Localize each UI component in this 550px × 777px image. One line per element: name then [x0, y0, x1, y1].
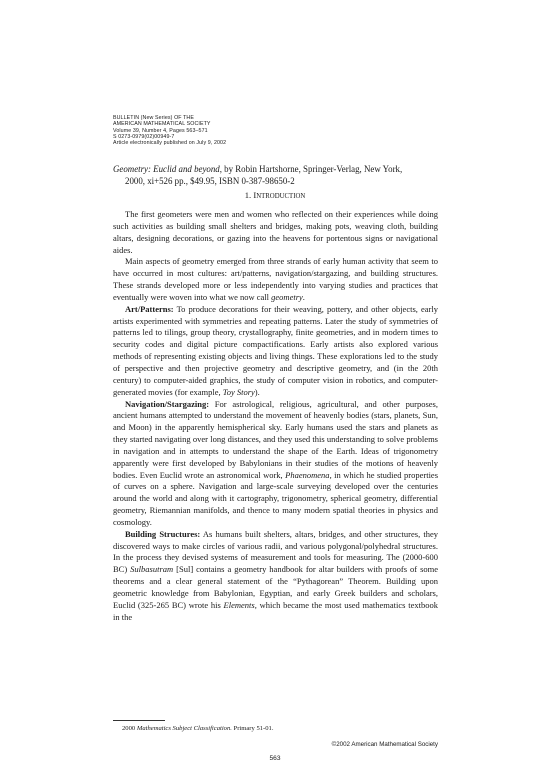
paragraph-intro: The first geometers were men and women who reflected on their experiences while doing such activities as building small shelters and bridges, making pots, weaving cloth, building altars, designing decorations, or gazing into the heavens for portentous signs or navigational aides.: [113, 209, 438, 255]
journal-name: BULLETIN (New Series) OF THE: [113, 115, 194, 121]
volume-info: Volume 39, Number 4, Pages 563–571: [113, 127, 208, 134]
citation-details: , by Robin Hartshorne, Springer-Verlag, New York,: [219, 164, 403, 174]
footnote-rule: [113, 720, 165, 721]
society-name: AMERICAN MATHEMATICAL SOCIETY: [113, 121, 211, 128]
emphasis-sulbasutram: Sulbasutram: [130, 564, 174, 575]
paragraph-art-patterns: Art/Patterns: To produce decorations for their weaving, pottery, and other objects, early artists experimented with symmetries and repeating patterns. Later the study of symmetries of patterns led to tilings, group theory, crystallography, finite geometries, and in modern times to security codes and digital picture compactifications. Early artists also explored various methods of representing existing objects and living things. These explorations led to the study of perspective and then projective geometry and descriptive geometry, and (in the 20th century) to computer-aided graphics, the study of computer vision in robotics, and computer-generated movies (for example, Toy Story).: [113, 303, 438, 397]
paragraph-navigation: Navigation/Stargazing: For astrological, religious, agricultural, and other purposes, ancient humans attempted to understand the movement of heavenly bodies (stars, planets, Sun, and Moon) in the apparently hemispherical sky. Early humans used the stars and planets as they started navigating over long distances, and they used this understanding to solve problems in navigation and in attempts to understand the shape of the Earth. Ideas of trigonometry apparently were first developed by Babylonians in their studies of the motions of heavenly bodies. Even Euclid wrote an astronomical work, Phaenomena, in which he studied properties of curves on a sphere. Navigation and large-scale surveying developed over the centuries around the world and along with it cartography, trigonometry, spherical geometry, differential geometry, Riemannian manifolds, and thence to many modern spatial theories in physics and cosmology.: [113, 398, 439, 527]
paragraph-building: Building Structures: As humans built shelters, altars, bridges, and other structures, they discovered ways to make circles of various radii, and various polygonal/polyhedral structures. In the process they devised systems of measurement and tools for measuring. The (2000-600 BC) Sulbasutram [Sul] contains a geometry handbook for altar builders with proofs of some theorems and a clear general statement of the “Pythagorean” Theorem. Building upon geometric knowledge from Babylonian, Egyptian, and early Greek builders and scholars, Euclid (325-265 BC) wrote his Elements, which became the most used mathematics textbook in the: [113, 528, 439, 622]
journal-header: [113, 115, 226, 146]
emphasis-elements: Elements: [223, 599, 255, 610]
book-title: Geometry: Euclid and beyond: [113, 164, 220, 174]
label-navigation: Navigation/Stargazing:: [125, 398, 210, 409]
article-body: [113, 209, 438, 624]
section-title-rest: NTRODUCTION: [256, 193, 306, 200]
review-citation: [113, 163, 438, 187]
emphasis-toy-story: Toy Story: [222, 386, 255, 397]
section-number: 1.: [244, 190, 252, 200]
section-heading: [0, 190, 550, 200]
emphasis-phaenomena: Phaenomena: [285, 469, 330, 480]
emphasis-geometry: geometry: [271, 291, 303, 302]
copyright-notice: ©2002 American Mathematical Society: [331, 741, 438, 748]
label-art-patterns: Art/Patterns:: [125, 303, 174, 314]
section-title-initial: I: [253, 190, 257, 200]
paragraph-strands: Main aspects of geometry emerged from three strands of early human activity that seem to have occurred in most cultures: art/patterns, navigation/stargazing, and building structures. These strands developed more or less independently into varying studies and practices that eventually were woven into what we now call geometry.: [113, 256, 438, 302]
page-number: 563: [269, 755, 281, 762]
issn: S 0273-0979(02)00949-7: [113, 133, 175, 140]
subject-classification: 2000 Mathematics Subject Classification. Primary 51-01.: [122, 725, 274, 732]
label-building: Building Structures:: [125, 528, 201, 539]
citation-pub-info: 2000, xi+526 pp., $49.95, ISBN 0-387-98650-2: [125, 176, 295, 186]
publication-date: Article electronically published on July 9, 2002: [113, 140, 227, 147]
